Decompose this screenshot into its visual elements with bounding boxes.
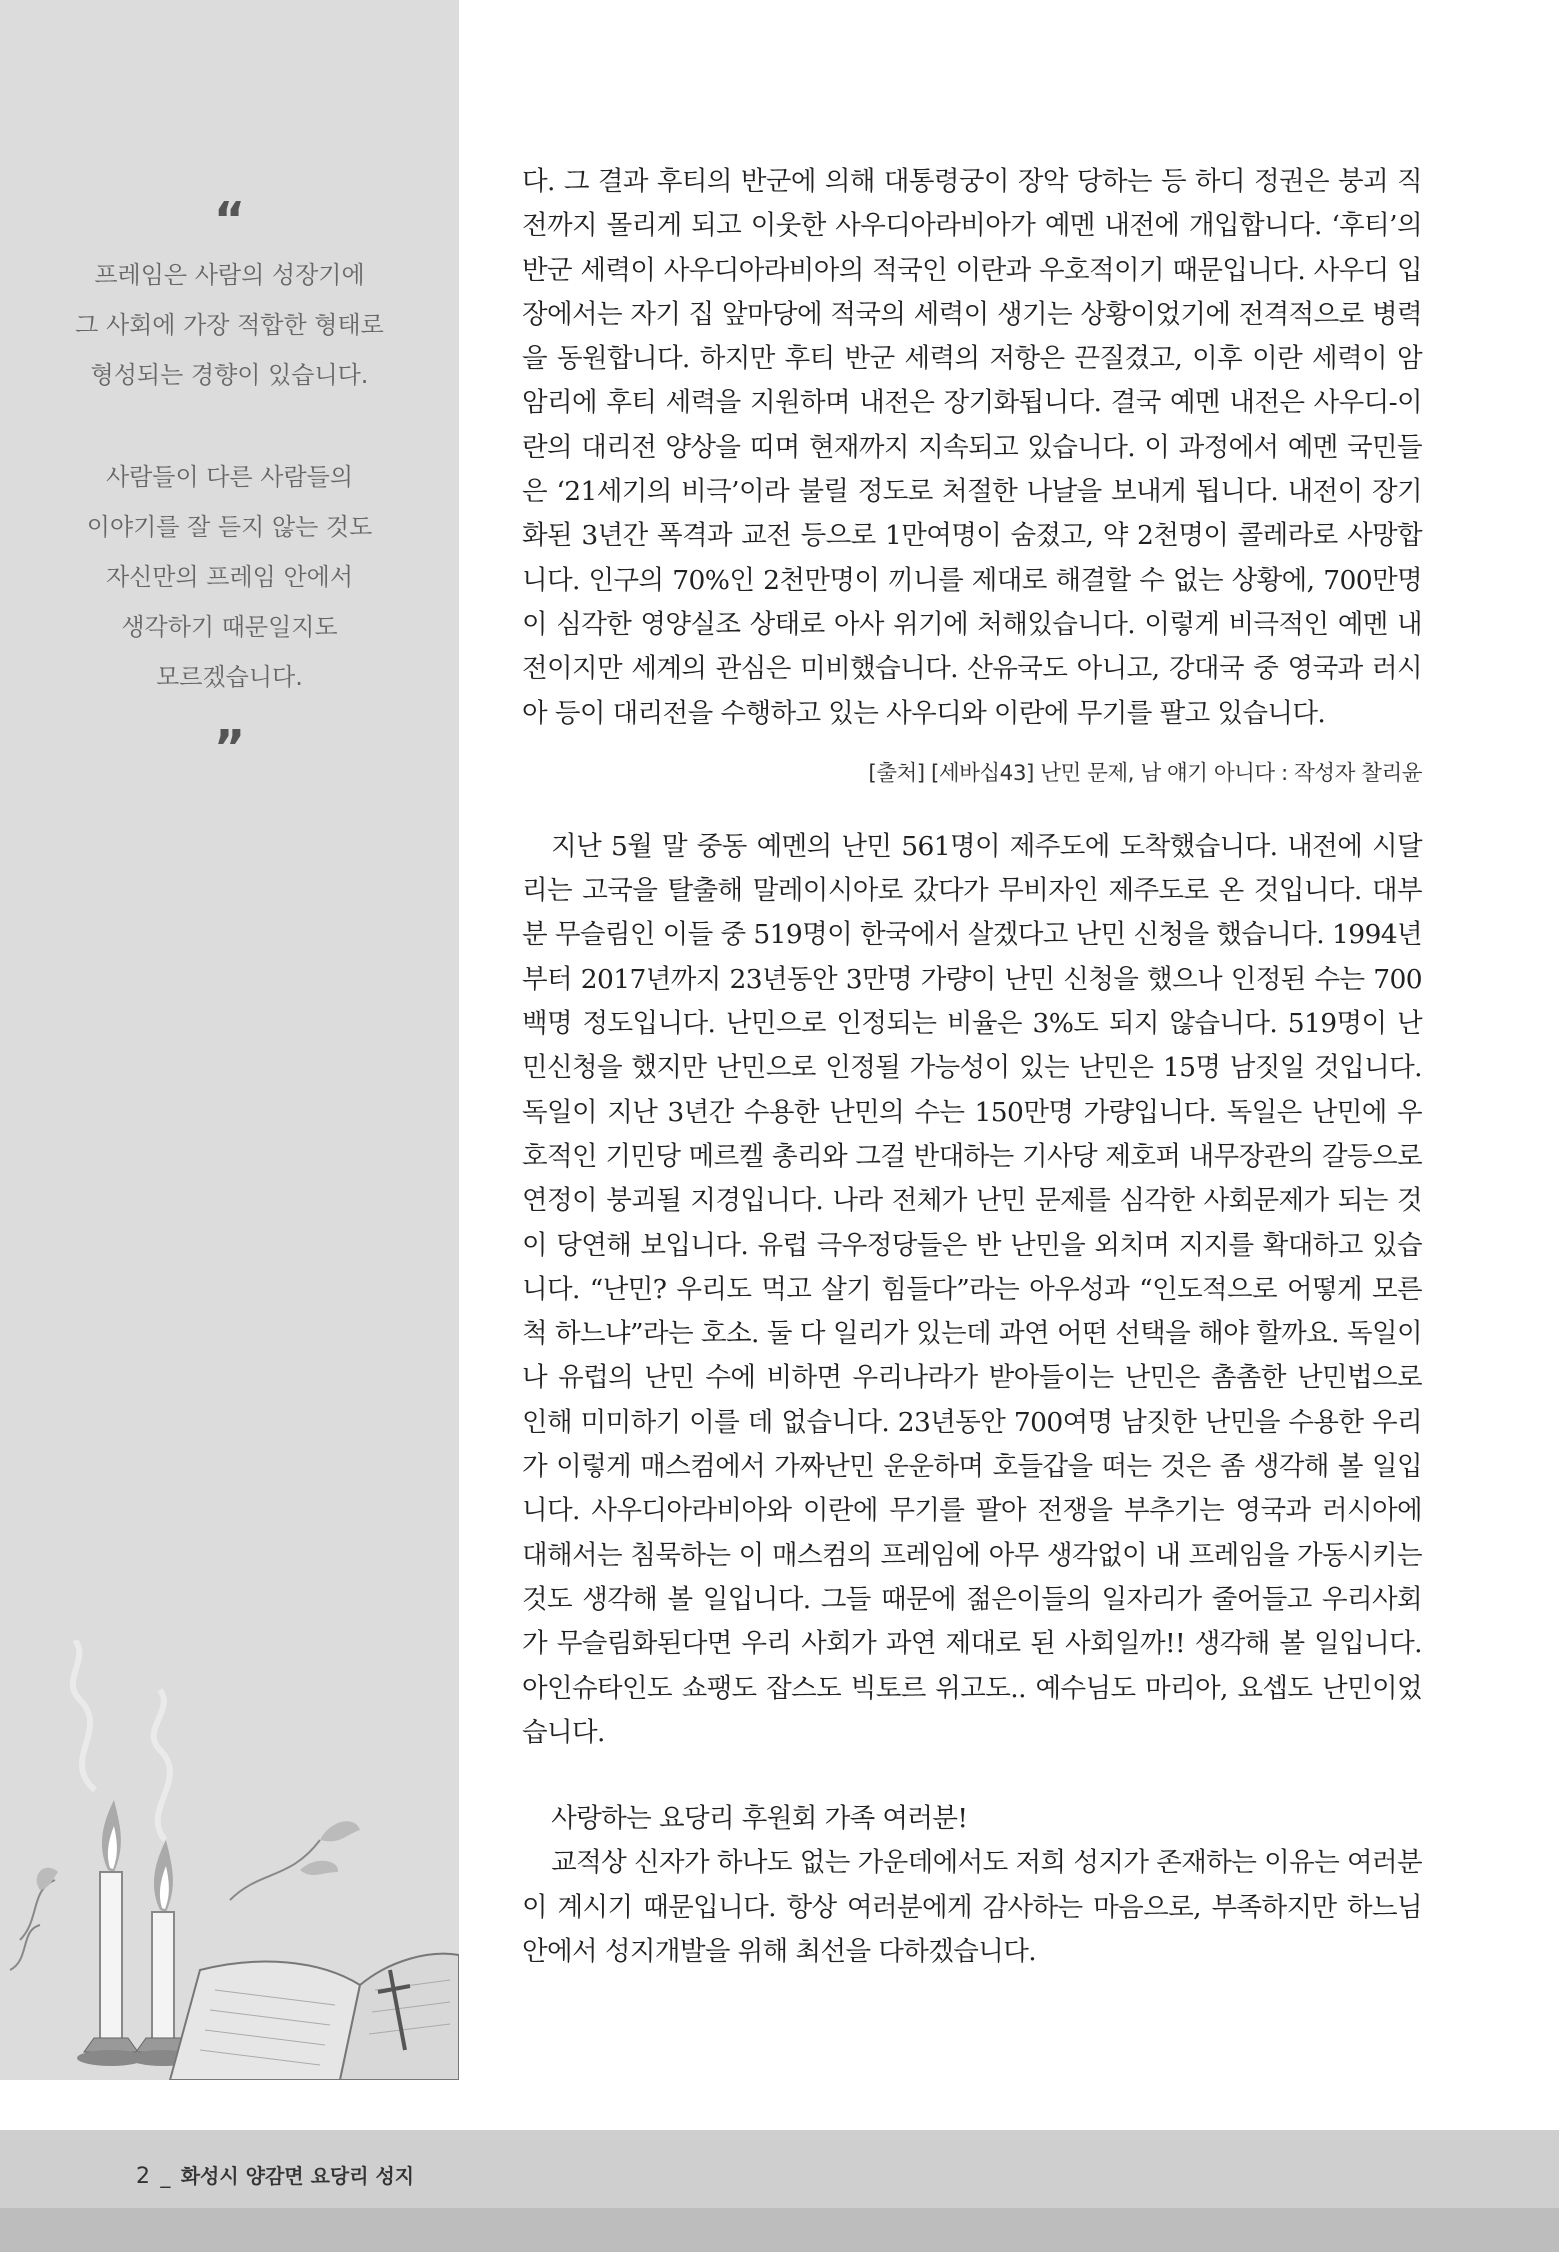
page-number: 2 <box>136 2164 150 2189</box>
greeting-line: 사랑하는 요당리 후원회 가족 여러분! <box>551 1803 968 1835</box>
pull-quote-paragraph-1: 프레임은 사람의 성장기에 그 사회에 가장 적합한 형태로 형성되는 경향이 있습니다. <box>75 261 384 389</box>
candles-bible-illustration <box>0 1640 459 2080</box>
footer-title: 화성시 양감면 요당리 성지 <box>180 2164 415 2188</box>
article-paragraph-2: 지난 5월 말 중동 예멘의 난민 561명이 제주도에 도착했습니다. 내전에 시달리는 고국을 탈출해 말레이시아로 갔다가 무비자인 제주도로 온 것입니다. 대부분 무슬림인 이들 중 519명이 한국에서 살겠다고 난민 신청을 했습니다. 1994년부터 2017년까지 23년동안 3만명 가량이 난민 신청을 했으나 인정된 수는 700백명 정도입니다. 난민으로 인정되는 비율은 3%도 되지 않습니다. 519명이 난민신청을 했지만 난민으로 인정될 가능성이 있는 난민은 15명 남짓일 것입니다. 독일이 지난 3년간 수용한 난민의 수는 150만명 가량입니다. 독일은 난민에 우호적인 기민당 메르켈 총리와 그걸 반대하는 기사당 제호퍼 내무장관의 갈등으로 연정이 붕괴될 지경입니다. 나라 전체가 난민 문제를 심각한 사회문제가 되는 것이 당연해 보입니다. 유럽 극우정당들은 반 난민을 외치며 지지를 확대하고 있습니다. “난민? 우리도 먹고 살기 힘들다”라는 아우성과 “인도적으로 어떻게 모른 척 하느냐”라는 호소. 둘 다 일리가 있는데 과연 어떤 선택을 해야 할까요. 독일이나 유럽의 난민 수에 비하면 우리나라가 받아들이는 난민은 촘촘한 난민법으로 인해 미미하기 이를 데 없습니다. 23년동안 700여명 남짓한 난민을 수용한 우리가 이렇게 매스컴에서 가짜난민 운운하며 호들갑을 떠는 것은 좀 생각해 볼 일입니다. 사우디아라비아와 이란에 무기를 팔아 전쟁을 부추기는 영국과 러시아에 대해서는 침묵하는 이 매스컴의 프레임에 아무 생각없이 내 프레임을 가동시키는 것도 생각해 볼 일입니다. 그들 때문에 젊은이들의 일자리가 줄어들고 우리사회가 무슬림화된다면 우리 사회가 과연 제대로 된 사회일까!! 생각해 볼 일입니다. 아인슈타인도 쇼팽도 잡스도 빅토르 위고도.. 예수님도 마리아, 요셉도 난민이었습니다. <box>522 830 1422 1748</box>
source-citation: [출처] [세바십43] 난민 문제, 남 얘기 아니다 : 작성자 찰리윤 <box>868 760 1422 786</box>
page-footer <box>136 2160 414 2189</box>
close-quote-mark: ” <box>213 720 246 776</box>
footer-band <box>0 2208 1559 2252</box>
closing-paragraph: 교적상 신자가 하나도 없는 가운데에서도 저희 성지가 존재하는 이유는 여러분이 계시기 때문입니다. 항상 여러분에게 감사하는 마음으로, 부족하지만 하느님 안에서 성지개발을 위해 최선을 다하겠습니다. <box>522 1847 1422 1967</box>
sidebar <box>0 0 459 2080</box>
flame-icon <box>154 1840 173 1912</box>
footer-separator: _ <box>160 2164 171 2188</box>
article-paragraph-1: 다. 그 결과 후티의 반군에 의해 대통령궁이 장악 당하는 등 하디 정권은 붕괴 직전까지 몰리게 되고 이웃한 사우디아라비아가 예멘 내전에 개입합니다. ‘후티’의 반군 세력이 사우디아라비아의 적국인 이란과 우호적이기 때문입니다. 사우디 입장에서는 자기 집 앞마당에 적국의 세력이 생기는 상황이었기에 전격적으로 병력을 동원합니다. 하지만 후티 반군 세력의 저항은 끈질겼고, 이후 이란 세력이 암암리에 후티 세력을 지원하며 내전은 장기화됩니다. 결국 예멘 내전은 사우디-이란의 대리전 양상을 띠며 현재까지 지속되고 있습니다. 이 과정에서 예멘 국민들은 ‘21세기의 비극’이라 불릴 정도로 처절한 나날을 보내게 됩니다. 내전이 장기화된 3년간 폭격과 교전 등으로 1만여명이 숨졌고, 약 2천명이 콜레라로 사망합니다. 인구의 70%인 2천만명이 끼니를 제대로 해결할 수 없는 상황에, 700만명이 심각한 영양실조 상태로 아사 위기에 처해있습니다. 이렇게 비극적인 예멘 내전이지만 세계의 관심은 미비했습니다. 산유국도 아니고, 강대국 중 영국과 러시아 등이 대리전을 수행하고 있는 사우디와 이란에 무기를 팔고 있습니다. <box>522 166 1422 729</box>
main-article <box>522 160 1422 1974</box>
open-quote-mark: “ <box>213 192 246 248</box>
flame-icon <box>102 1800 121 1872</box>
pull-quote-paragraph-2: 사람들이 다른 사람들의 이야기를 잘 듣지 않는 것도 자신만의 프레임 안에서 생각하기 때문일지도 모르겠습니다. <box>86 463 373 691</box>
candle-left <box>100 1872 122 2052</box>
candle-right <box>152 1912 174 2052</box>
open-bible <box>170 1954 459 2080</box>
